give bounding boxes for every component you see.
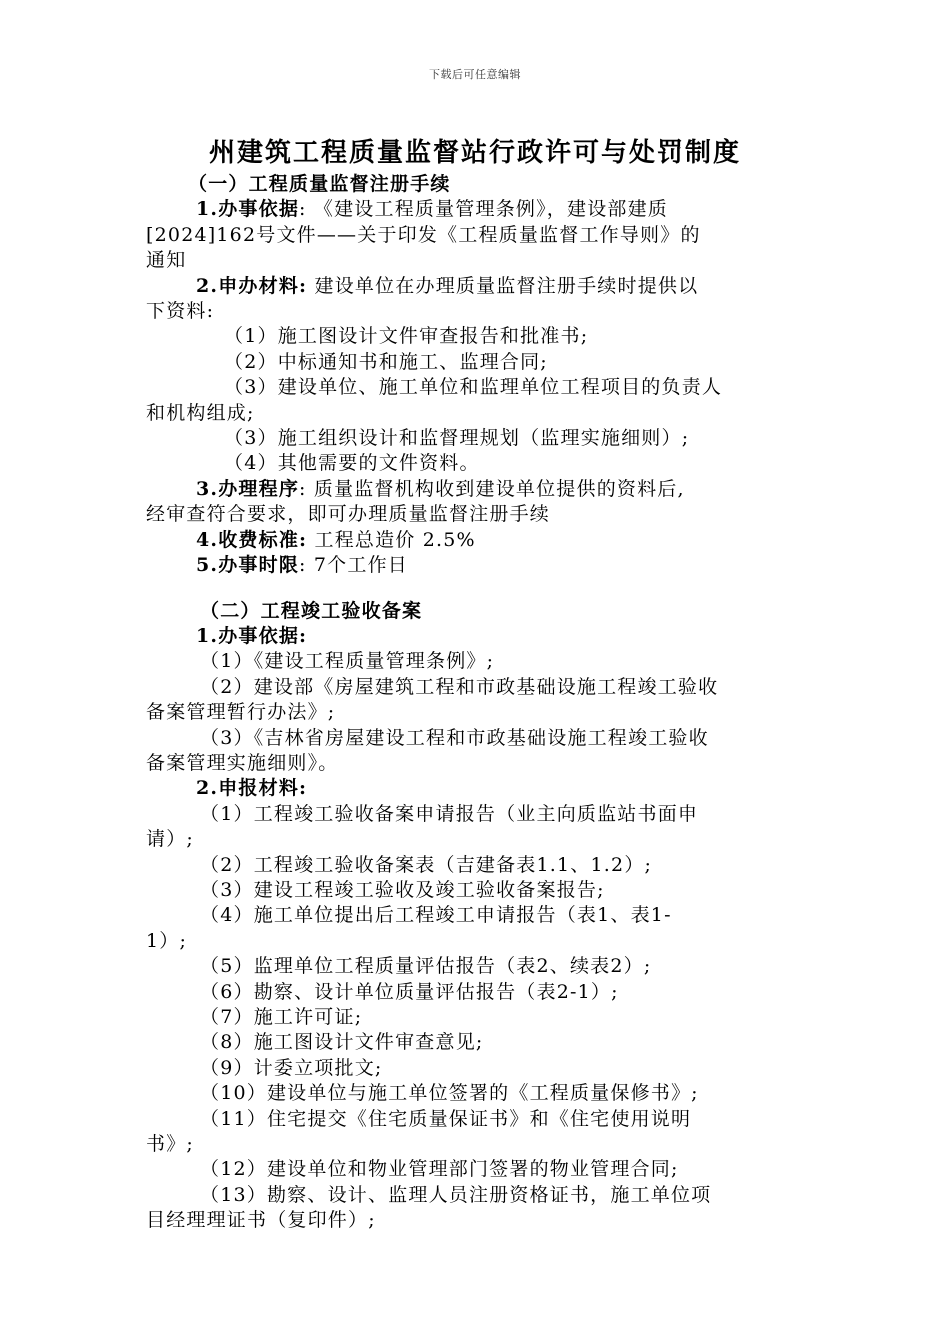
s1-basis-text: : 《建设工程质量管理条例》，建设部建质: [299, 198, 668, 221]
s1-item-3: （3）建设单位、施工单位和监理单位工程项目的负责人: [224, 376, 723, 399]
list-item: （13）勘察、设计、监理人员注册资格证书，施工单位项: [200, 1183, 712, 1206]
list-item: （5）监理单位工程质量评估报告（表2、续表2）;: [200, 955, 652, 978]
s2-materials-label: 2.申报材料:: [196, 777, 308, 800]
list-item-cont: 1）;: [146, 929, 188, 952]
document-title: 州建筑工程质量监督站行政许可与处罚制度: [208, 138, 741, 168]
s2-basis-item-2-cont: 备案管理暂行办法》;: [146, 701, 336, 724]
s1-item-1: （1）施工图设计文件审查报告和批准书;: [224, 325, 589, 348]
list-item: （10）建设单位与施工单位签署的《工程质量保修书》;: [200, 1082, 699, 1105]
s1-basis: [146, 197, 808, 222]
list-item: （6）勘察、设计单位质量评估报告（表2-1）;: [200, 980, 619, 1003]
s1-basis-cont-1: [2024]162号文件——关于印发《工程质量监督工作导则》的: [146, 223, 701, 246]
list-item-cont: 请）;: [146, 828, 195, 851]
s2-basis-item-2: （2）建设部《房屋建筑工程和市政基础设施工程竣工验收: [200, 675, 719, 698]
s1-procedure: [146, 477, 808, 502]
s2-materials-list: [146, 802, 808, 1234]
s1-item-2: （2）中标通知书和施工、监理合同;: [224, 350, 548, 373]
list-item: （11）住宅提交《住宅质量保证书》和《住宅使用说明: [200, 1107, 692, 1130]
s1-item-3-cont: 和机构组成;: [146, 401, 255, 424]
list-item: （7）施工许可证;: [200, 1006, 363, 1028]
s1-item-4: （3）施工组织设计和监督理规划（监理实施细则）;: [224, 427, 690, 450]
list-item: （12）建设单位和物业管理部门签署的物业管理合同;: [200, 1158, 679, 1181]
s1-materials-cont: 下资料:: [146, 300, 215, 323]
s1-materials: [146, 274, 808, 299]
s1-fee-label: 4.收费标准:: [196, 528, 308, 551]
s1-basis-label: 1.办事依据: [196, 198, 300, 221]
s1-item-5: （4）其他需要的文件资料。: [224, 452, 480, 475]
s1-procedure-text: : 质量监督机构收到建设单位提供的资料后,: [299, 477, 685, 500]
header-note: 下载后可任意编辑: [429, 68, 521, 81]
s1-time: [146, 553, 808, 578]
list-item: （2）工程竣工验收备案表（吉建备表1.1、1.2）;: [200, 853, 653, 876]
list-item: （9）计委立项批文;: [200, 1056, 383, 1079]
s1-materials-text: 建设单位在办理质量监督注册手续时提供以: [307, 274, 699, 297]
list-item: （8）施工图设计文件审查意见;: [200, 1031, 484, 1054]
s2-basis-item-3: （3）《吉林省房屋建设工程和市政基础设施工程竣工验收: [200, 726, 709, 749]
s1-fee: [146, 528, 808, 553]
s2-basis-label: 1.办事依据:: [196, 624, 308, 647]
s1-time-text: : 7个工作日: [299, 554, 408, 577]
s1-procedure-label: 3.办理程序: [196, 477, 300, 500]
s1-materials-label: 2.申办材料:: [196, 274, 308, 297]
s1-time-label: 5.办事时限: [196, 554, 300, 577]
list-item: （3）建设工程竣工验收及竣工验收备案报告;: [200, 878, 605, 901]
list-item-cont: 书》;: [146, 1133, 195, 1156]
list-item-cont: 目经理理证书（复印件）;: [146, 1209, 376, 1232]
s2-basis-item-3-cont: 备案管理实施细则》。: [146, 751, 339, 774]
section-1-heading: （一）工程质量监督注册手续: [188, 173, 451, 195]
list-item: （1）工程竣工验收备案申请报告（业主向质监站书面申: [200, 802, 699, 825]
document-body: [146, 172, 808, 1234]
s1-fee-text: 工程总造价 2.5%: [307, 528, 476, 551]
s1-basis-cont-2: 通知: [146, 249, 187, 272]
list-item: （4）施工单位提出后工程竣工申请报告（表1、表1-: [200, 904, 672, 927]
s2-basis-item-1: （1）《建设工程质量管理条例》;: [200, 650, 495, 673]
section-2-heading: （二）工程竣工验收备案: [200, 599, 423, 622]
s1-procedure-cont: 经审查符合要求，即可办理质量监督注册手续: [146, 503, 551, 526]
